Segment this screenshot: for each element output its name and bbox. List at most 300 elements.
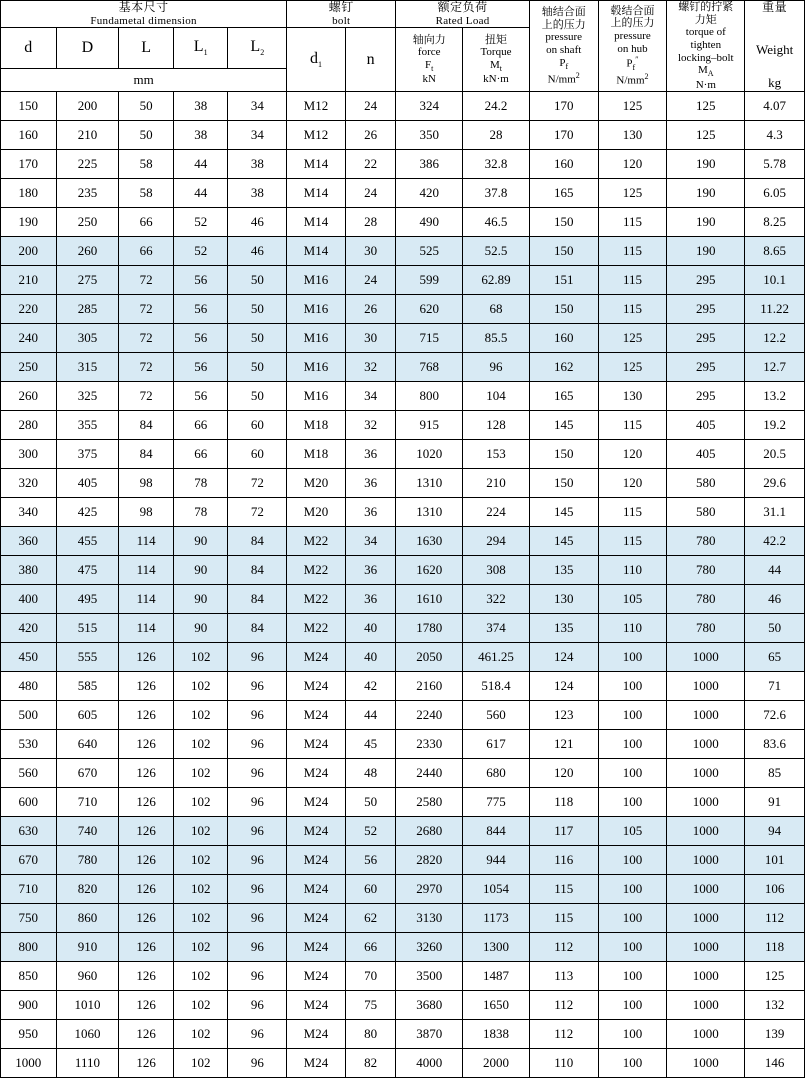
cell-kg: 11.22 <box>745 295 805 324</box>
cell-Ft: 2330 <box>396 730 463 759</box>
cell-d1: M18 <box>287 440 346 469</box>
cell-L: 114 <box>119 585 174 614</box>
header-torque-en: Torque <box>480 46 512 59</box>
header-locking-bolt-torque-cn1: 螺钉的拧紧 <box>678 1 734 13</box>
header-pressure-shaft-cn1: 轴结合面 <box>541 5 586 18</box>
cell-d1: M16 <box>287 295 346 324</box>
cell-L: 72 <box>119 324 174 353</box>
cell-Mt: 1173 <box>463 904 530 933</box>
cell-Mt: 46.5 <box>463 208 530 237</box>
cell-L2: 50 <box>228 266 287 295</box>
cell-kg: 94 <box>745 817 805 846</box>
cell-d: 250 <box>1 353 57 382</box>
table-row <box>1 701 805 730</box>
cell-L: 72 <box>119 295 174 324</box>
cell-d: 670 <box>1 846 57 875</box>
table-row <box>1 962 805 991</box>
cell-n: 50 <box>345 788 396 817</box>
cell-d1: M24 <box>287 817 346 846</box>
cell-Mt: 96 <box>463 353 530 382</box>
cell-L: 126 <box>119 875 174 904</box>
cell-L1: 102 <box>173 672 228 701</box>
cell-kg: 50 <box>745 614 805 643</box>
table-row <box>1 933 805 962</box>
cell-n: 34 <box>345 382 396 411</box>
header-col-D: D <box>56 28 119 68</box>
header-axial-force-unit: kN <box>422 73 436 86</box>
cell-L1: 90 <box>173 614 228 643</box>
cell-D: 225 <box>56 150 119 179</box>
cell-Pf: 145 <box>529 527 598 556</box>
cell-Pf: 112 <box>529 991 598 1020</box>
table-row <box>1 266 805 295</box>
cell-Pf2: 100 <box>598 904 667 933</box>
cell-d1: M24 <box>287 933 346 962</box>
table-row <box>1 846 805 875</box>
cell-Pf2: 100 <box>598 962 667 991</box>
cell-D: 1060 <box>56 1020 119 1049</box>
cell-Pf2: 130 <box>598 121 667 150</box>
header-pressure-shaft-en2: on shaft <box>546 43 582 56</box>
cell-MA: 405 <box>667 440 745 469</box>
table-row <box>1 92 805 121</box>
cell-kg: 4.07 <box>745 92 805 121</box>
cell-Pf2: 100 <box>598 1049 667 1078</box>
cell-Pf2: 115 <box>598 208 667 237</box>
cell-L1: 90 <box>173 556 228 585</box>
cell-D: 305 <box>56 324 119 353</box>
cell-Mt: 37.8 <box>463 179 530 208</box>
cell-MA: 1000 <box>667 962 745 991</box>
header-pressure-shaft-unit: $N/mm^2$ <box>547 70 580 86</box>
cell-Pf2: 100 <box>598 1020 667 1049</box>
header-group-fundamental-en: Fundametal dimension <box>90 14 197 27</box>
cell-D: 960 <box>56 962 119 991</box>
cell-Pf2: 125 <box>598 179 667 208</box>
cell-Ft: 2160 <box>396 672 463 701</box>
table-row <box>1 904 805 933</box>
cell-MA: 295 <box>667 295 745 324</box>
cell-Mt: 844 <box>463 817 530 846</box>
cell-MA: 1000 <box>667 759 745 788</box>
header-group-rated-load <box>396 1 529 28</box>
cell-n: 42 <box>345 672 396 701</box>
cell-Mt: 104 <box>463 382 530 411</box>
cell-Pf2: 130 <box>598 382 667 411</box>
cell-L1: 78 <box>173 498 228 527</box>
cell-kg: 85 <box>745 759 805 788</box>
cell-Pf2: 115 <box>598 266 667 295</box>
cell-d: 300 <box>1 440 57 469</box>
cell-Mt: 224 <box>463 498 530 527</box>
cell-D: 210 <box>56 121 119 150</box>
cell-L2: 84 <box>228 556 287 585</box>
table-row <box>1 643 805 672</box>
cell-Pf: 117 <box>529 817 598 846</box>
cell-Pf2: 125 <box>598 92 667 121</box>
cell-n: 36 <box>345 585 396 614</box>
cell-d: 280 <box>1 411 57 440</box>
cell-d1: M24 <box>287 846 346 875</box>
cell-d1: M20 <box>287 469 346 498</box>
cell-d: 630 <box>1 817 57 846</box>
table-row <box>1 237 805 266</box>
cell-d: 560 <box>1 759 57 788</box>
cell-Mt: 374 <box>463 614 530 643</box>
cell-L2: 72 <box>228 469 287 498</box>
cell-L: 126 <box>119 788 174 817</box>
cell-L: 114 <box>119 556 174 585</box>
cell-n: 48 <box>345 759 396 788</box>
table-row <box>1 585 805 614</box>
cell-kg: 42.2 <box>745 527 805 556</box>
cell-n: 30 <box>345 324 396 353</box>
header-locking-bolt-torque <box>667 1 745 92</box>
cell-Pf2: 115 <box>598 295 667 324</box>
cell-Ft: 2440 <box>396 759 463 788</box>
cell-d: 420 <box>1 614 57 643</box>
cell-d1: M24 <box>287 730 346 759</box>
cell-d: 600 <box>1 788 57 817</box>
cell-L: 126 <box>119 846 174 875</box>
cell-Mt: 560 <box>463 701 530 730</box>
cell-kg: 44 <box>745 556 805 585</box>
cell-d1: M14 <box>287 237 346 266</box>
cell-L: 72 <box>119 353 174 382</box>
cell-L: 114 <box>119 527 174 556</box>
header-group-bolt-en: bolt <box>332 14 351 27</box>
cell-Pf2: 110 <box>598 614 667 643</box>
table-row <box>1 1020 805 1049</box>
table-body <box>1 92 805 1078</box>
cell-Pf: 150 <box>529 208 598 237</box>
cell-Pf: 124 <box>529 672 598 701</box>
cell-n: 36 <box>345 556 396 585</box>
cell-L: 126 <box>119 962 174 991</box>
table-row <box>1 672 805 701</box>
cell-d1: M24 <box>287 1020 346 1049</box>
cell-MA: 1000 <box>667 933 745 962</box>
cell-d: 530 <box>1 730 57 759</box>
cell-kg: 5.78 <box>745 150 805 179</box>
cell-kg: 19.2 <box>745 411 805 440</box>
cell-d1: M24 <box>287 759 346 788</box>
cell-L2: 72 <box>228 498 287 527</box>
cell-Pf2: 100 <box>598 933 667 962</box>
cell-MA: 1000 <box>667 875 745 904</box>
table-row <box>1 527 805 556</box>
cell-L: 126 <box>119 933 174 962</box>
cell-D: 260 <box>56 237 119 266</box>
header-group-fundamental-cn: 基本尺寸 <box>118 0 169 14</box>
table-header <box>1 1 805 92</box>
cell-L1: 38 <box>173 121 228 150</box>
table-row <box>1 614 805 643</box>
cell-kg: 112 <box>745 904 805 933</box>
cell-Mt: 28 <box>463 121 530 150</box>
cell-L: 66 <box>119 237 174 266</box>
cell-d1: M22 <box>287 585 346 614</box>
cell-Ft: 2580 <box>396 788 463 817</box>
cell-Mt: 518.4 <box>463 672 530 701</box>
cell-Pf: 160 <box>529 150 598 179</box>
cell-d: 1000 <box>1 1049 57 1078</box>
cell-d: 160 <box>1 121 57 150</box>
header-weight <box>745 1 805 92</box>
cell-L1: 90 <box>173 527 228 556</box>
cell-Pf2: 125 <box>598 324 667 353</box>
cell-MA: 125 <box>667 121 745 150</box>
cell-kg: 13.2 <box>745 382 805 411</box>
table-row <box>1 353 805 382</box>
cell-D: 1010 <box>56 991 119 1020</box>
cell-Mt: 775 <box>463 788 530 817</box>
cell-MA: 295 <box>667 266 745 295</box>
header-locking-bolt-torque-symbol: $M_A$ <box>698 64 714 79</box>
cell-D: 455 <box>56 527 119 556</box>
cell-L2: 96 <box>228 643 287 672</box>
cell-MA: 295 <box>667 353 745 382</box>
cell-Pf2: 105 <box>598 585 667 614</box>
cell-n: 40 <box>345 643 396 672</box>
cell-L1: 102 <box>173 730 228 759</box>
cell-L1: 102 <box>173 933 228 962</box>
cell-Pf: 118 <box>529 788 598 817</box>
cell-D: 405 <box>56 469 119 498</box>
cell-Pf: 165 <box>529 179 598 208</box>
cell-L2: 96 <box>228 788 287 817</box>
table-row <box>1 730 805 759</box>
header-locking-bolt-torque-cn2: 力矩 <box>694 13 717 26</box>
cell-d1: M20 <box>287 498 346 527</box>
cell-n: 62 <box>345 904 396 933</box>
header-unit-mm: mm <box>1 68 287 91</box>
header-torque-unit: kN·m <box>483 73 509 86</box>
table-row <box>1 382 805 411</box>
cell-MA: 1000 <box>667 817 745 846</box>
cell-D: 375 <box>56 440 119 469</box>
cell-Pf2: 100 <box>598 991 667 1020</box>
cell-L1: 102 <box>173 904 228 933</box>
cell-D: 275 <box>56 266 119 295</box>
cell-L1: 78 <box>173 469 228 498</box>
cell-D: 585 <box>56 672 119 701</box>
cell-L1: 102 <box>173 991 228 1020</box>
cell-Mt: 308 <box>463 556 530 585</box>
cell-D: 325 <box>56 382 119 411</box>
cell-d: 450 <box>1 643 57 672</box>
cell-n: 28 <box>345 208 396 237</box>
cell-d: 210 <box>1 266 57 295</box>
table-row <box>1 324 805 353</box>
cell-L: 84 <box>119 440 174 469</box>
cell-Pf: 151 <box>529 266 598 295</box>
cell-kg: 65 <box>745 643 805 672</box>
cell-MA: 1000 <box>667 991 745 1020</box>
cell-kg: 4.3 <box>745 121 805 150</box>
cell-L2: 50 <box>228 353 287 382</box>
cell-kg: 12.7 <box>745 353 805 382</box>
cell-kg: 106 <box>745 875 805 904</box>
cell-n: 45 <box>345 730 396 759</box>
cell-L: 126 <box>119 672 174 701</box>
cell-Pf2: 100 <box>598 701 667 730</box>
cell-L2: 46 <box>228 237 287 266</box>
cell-MA: 190 <box>667 237 745 266</box>
cell-d: 260 <box>1 382 57 411</box>
cell-d1: M14 <box>287 150 346 179</box>
header-pressure-shaft-en1: pressure <box>545 31 583 44</box>
cell-Mt: 32.8 <box>463 150 530 179</box>
cell-n: 36 <box>345 469 396 498</box>
cell-L1: 56 <box>173 324 228 353</box>
cell-kg: 12.2 <box>745 324 805 353</box>
cell-Mt: 1650 <box>463 991 530 1020</box>
cell-Mt: 62.89 <box>463 266 530 295</box>
header-group-rated-load-cn: 额定负荷 <box>437 0 488 14</box>
header-group-bolt <box>287 1 396 28</box>
table-row <box>1 991 805 1020</box>
header-axial-force <box>396 28 463 92</box>
cell-L2: 96 <box>228 933 287 962</box>
cell-L1: 56 <box>173 295 228 324</box>
cell-L2: 96 <box>228 1020 287 1049</box>
cell-Ft: 2050 <box>396 643 463 672</box>
cell-L2: 38 <box>228 179 287 208</box>
cell-L1: 56 <box>173 353 228 382</box>
cell-L: 126 <box>119 1049 174 1078</box>
cell-L1: 102 <box>173 875 228 904</box>
cell-kg: 139 <box>745 1020 805 1049</box>
cell-kg: 72.6 <box>745 701 805 730</box>
cell-Pf2: 115 <box>598 498 667 527</box>
cell-Pf2: 125 <box>598 353 667 382</box>
cell-L1: 102 <box>173 701 228 730</box>
cell-L1: 90 <box>173 585 228 614</box>
cell-kg: 146 <box>745 1049 805 1078</box>
cell-L1: 56 <box>173 266 228 295</box>
cell-L2: 96 <box>228 904 287 933</box>
cell-kg: 125 <box>745 962 805 991</box>
header-col-d: d <box>1 28 57 68</box>
table-row <box>1 469 805 498</box>
cell-L1: 66 <box>173 440 228 469</box>
cell-d: 340 <box>1 498 57 527</box>
cell-L2: 96 <box>228 730 287 759</box>
cell-D: 910 <box>56 933 119 962</box>
cell-L1: 102 <box>173 643 228 672</box>
header-pressure-shaft-symbol: $P_f$ <box>559 56 569 71</box>
cell-n: 80 <box>345 1020 396 1049</box>
cell-Pf: 123 <box>529 701 598 730</box>
cell-d1: M22 <box>287 556 346 585</box>
cell-D: 860 <box>56 904 119 933</box>
cell-D: 555 <box>56 643 119 672</box>
cell-L1: 66 <box>173 411 228 440</box>
cell-d: 180 <box>1 179 57 208</box>
table-row <box>1 759 805 788</box>
cell-Mt: 322 <box>463 585 530 614</box>
cell-Pf2: 100 <box>598 846 667 875</box>
header-group-row <box>1 1 805 28</box>
cell-Pf: 135 <box>529 614 598 643</box>
cell-L2: 38 <box>228 150 287 179</box>
header-weight-cn: 重量 <box>762 0 788 15</box>
header-locking-bolt-torque-unit: N·m <box>695 78 716 91</box>
header-torque-cn: 扭矩 <box>484 33 507 46</box>
cell-L2: 96 <box>228 701 287 730</box>
cell-L2: 96 <box>228 875 287 904</box>
cell-Pf: 150 <box>529 237 598 266</box>
cell-d: 220 <box>1 295 57 324</box>
cell-L: 50 <box>119 92 174 121</box>
cell-d1: M24 <box>287 788 346 817</box>
header-group-bolt-cn: 螺钉 <box>328 0 354 14</box>
cell-Pf: 121 <box>529 730 598 759</box>
cell-D: 200 <box>56 92 119 121</box>
cell-n: 34 <box>345 527 396 556</box>
header-col-L2: $L_2$ <box>228 28 287 68</box>
cell-d: 400 <box>1 585 57 614</box>
cell-n: 40 <box>345 614 396 643</box>
header-pressure-shaft-cn2: 上的压力 <box>541 18 586 31</box>
cell-Ft: 525 <box>396 237 463 266</box>
cell-n: 52 <box>345 817 396 846</box>
cell-L: 66 <box>119 208 174 237</box>
cell-d1: M24 <box>287 643 346 672</box>
cell-MA: 1000 <box>667 701 745 730</box>
cell-Ft: 1020 <box>396 440 463 469</box>
header-locking-bolt-torque-en1: torque of <box>685 26 726 39</box>
cell-n: 24 <box>345 179 396 208</box>
cell-d1: M14 <box>287 179 346 208</box>
cell-L: 126 <box>119 817 174 846</box>
cell-D: 475 <box>56 556 119 585</box>
cell-d: 170 <box>1 150 57 179</box>
cell-D: 740 <box>56 817 119 846</box>
cell-L1: 38 <box>173 92 228 121</box>
cell-Ft: 324 <box>396 92 463 121</box>
cell-L2: 34 <box>228 92 287 121</box>
header-pressure-hub-en1: pressure <box>614 29 651 42</box>
cell-d1: M16 <box>287 324 346 353</box>
header-axial-force-cn: 轴向力 <box>412 33 446 46</box>
cell-D: 820 <box>56 875 119 904</box>
cell-Ft: 1620 <box>396 556 463 585</box>
cell-Pf: 112 <box>529 1020 598 1049</box>
cell-Mt: 85.5 <box>463 324 530 353</box>
cell-Ft: 1310 <box>396 469 463 498</box>
cell-D: 425 <box>56 498 119 527</box>
cell-MA: 295 <box>667 382 745 411</box>
cell-D: 495 <box>56 585 119 614</box>
cell-L: 126 <box>119 991 174 1020</box>
cell-kg: 46 <box>745 585 805 614</box>
cell-Pf2: 115 <box>598 237 667 266</box>
cell-Pf: 150 <box>529 440 598 469</box>
cell-MA: 405 <box>667 411 745 440</box>
cell-n: 32 <box>345 411 396 440</box>
cell-kg: 6.05 <box>745 179 805 208</box>
cell-L: 58 <box>119 179 174 208</box>
cell-Pf2: 105 <box>598 817 667 846</box>
cell-L: 98 <box>119 469 174 498</box>
cell-Pf2: 120 <box>598 469 667 498</box>
cell-n: 44 <box>345 701 396 730</box>
header-pressure-hub-unit: $N/mm^2$ <box>616 72 649 87</box>
cell-MA: 1000 <box>667 643 745 672</box>
cell-MA: 295 <box>667 324 745 353</box>
